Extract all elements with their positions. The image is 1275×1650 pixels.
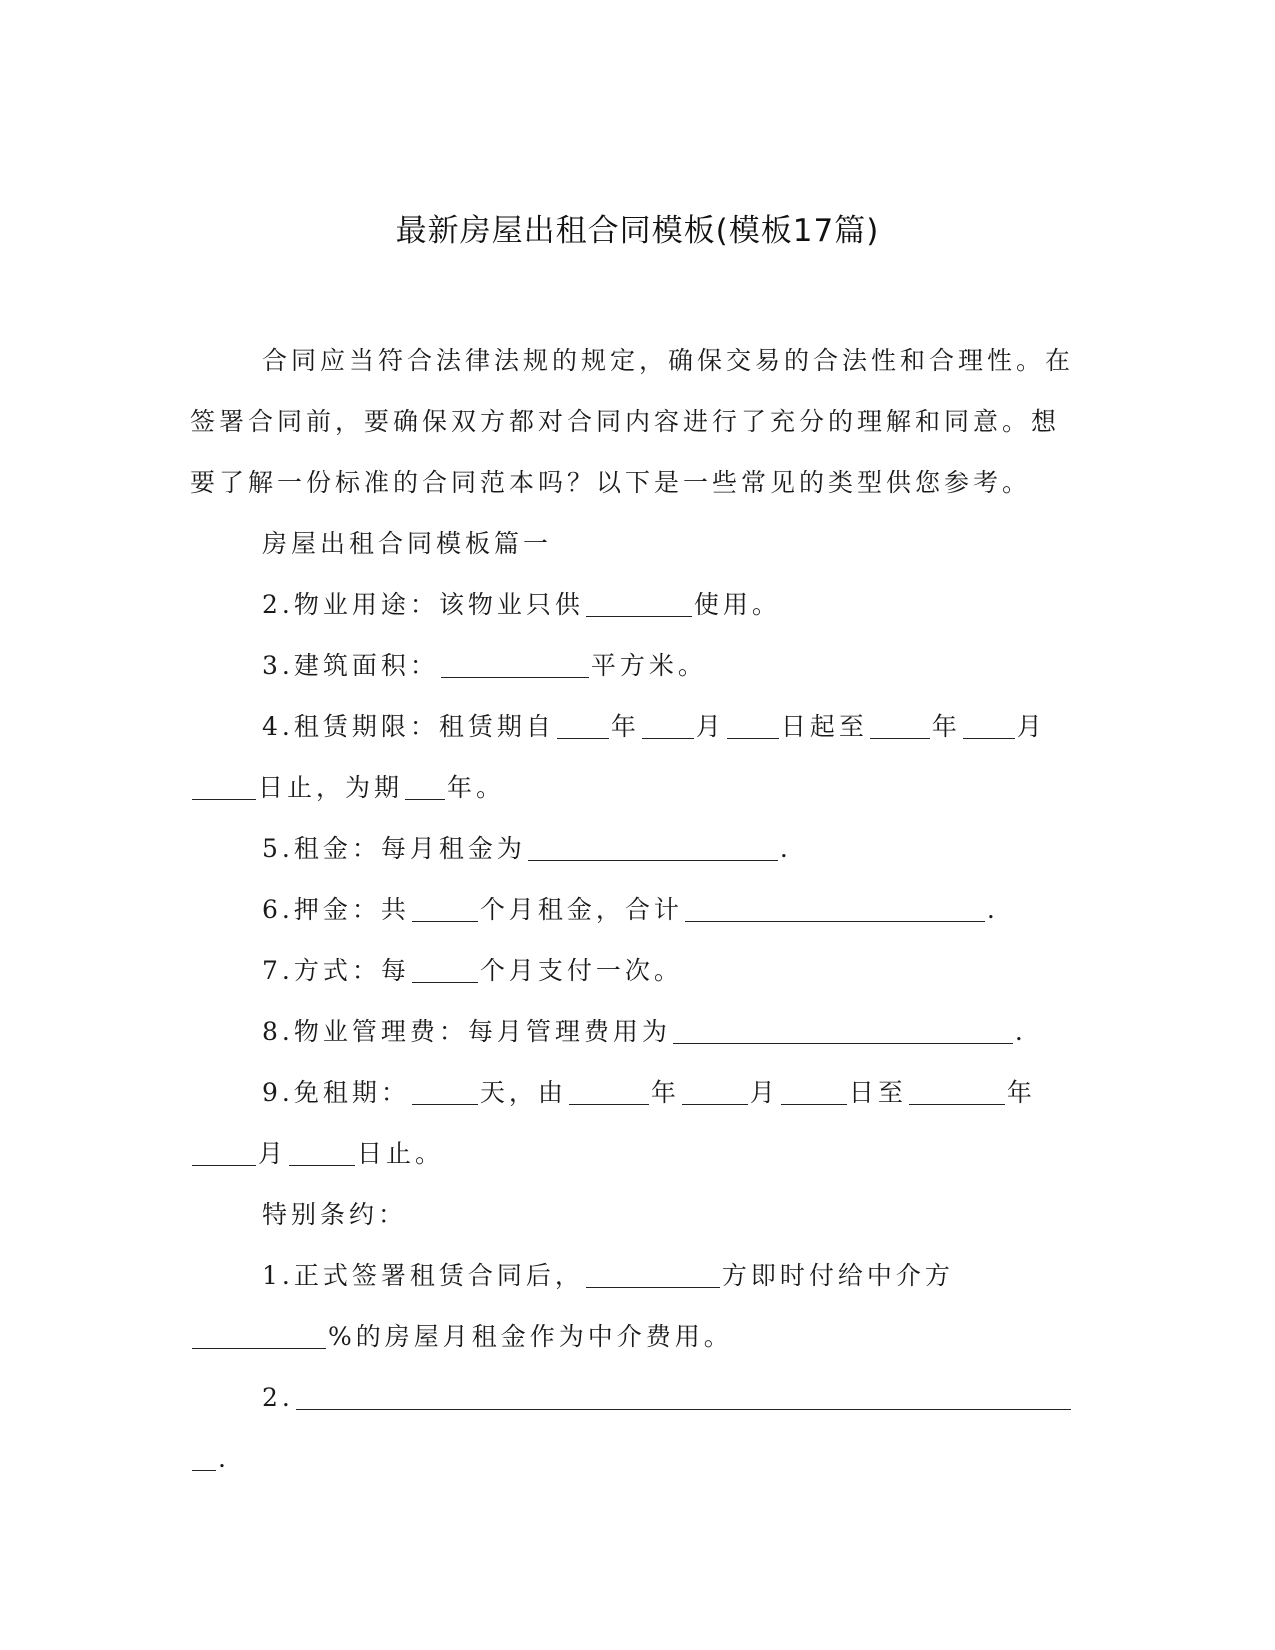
clause-text: .	[986, 895, 999, 924]
fill-blank[interactable]	[673, 1017, 1013, 1044]
clause-text: 方即时付给中介方	[721, 1261, 954, 1290]
clause-text: %的房屋月租金作为中介费用。	[328, 1322, 733, 1351]
clause-text: 8.物业管理费：每月管理费用为	[262, 1017, 671, 1046]
section-heading: 房屋出租合同模板篇一	[262, 529, 553, 558]
clause-text: 个月租金，合计	[479, 895, 683, 924]
clause-area	[190, 635, 1085, 696]
clause-text: 6.押金：共	[262, 895, 410, 924]
intro-line: 合同应当符合法律法规的规定，确保交易的合法性和合理性。在	[262, 346, 1075, 375]
fill-blank[interactable]	[412, 1078, 478, 1105]
clause-text: 天，由	[479, 1078, 567, 1107]
special-heading: 特别条约：	[262, 1200, 408, 1229]
clause-text: .	[779, 834, 792, 863]
clause-management-fee	[190, 1001, 1085, 1062]
clause-text: 月	[1016, 712, 1046, 741]
special-clause-2	[190, 1367, 1085, 1428]
clause-text: 月	[695, 712, 725, 741]
clause-text: 7.方式：每	[262, 956, 410, 985]
fill-blank[interactable]	[192, 773, 256, 800]
clause-payment	[190, 940, 1085, 1001]
fill-blank[interactable]	[528, 834, 778, 861]
fill-blank[interactable]	[192, 1139, 256, 1166]
special-clause-2-cont	[190, 1428, 1085, 1489]
fill-blank[interactable]	[642, 712, 694, 739]
clause-text: 2.	[262, 1383, 294, 1412]
fill-blank[interactable]	[296, 1383, 1071, 1410]
clause-text: 年。	[447, 773, 506, 802]
special-clause-1	[190, 1245, 1085, 1306]
special-clause-1-cont	[190, 1306, 1085, 1367]
fill-blank[interactable]	[557, 712, 609, 739]
fill-blank[interactable]	[569, 1078, 649, 1105]
fill-blank[interactable]	[192, 1322, 326, 1349]
clause-term-cont	[190, 757, 1085, 818]
document-title: 最新房屋出租合同模板(模板17篇)	[395, 213, 880, 249]
clause-rent-free	[190, 1062, 1085, 1123]
intro-line: 签署合同前，要确保双方都对合同内容进行了充分的理解和同意。想	[190, 407, 1061, 436]
clause-text: 日止，为期	[258, 773, 404, 802]
clause-text: 日止。	[357, 1139, 445, 1168]
clause-deposit	[190, 879, 1085, 940]
fill-blank[interactable]	[441, 651, 589, 678]
clause-text: 1.正式签署租赁合同后，	[262, 1261, 584, 1290]
fill-blank[interactable]	[963, 712, 1015, 739]
clause-use	[190, 574, 1085, 635]
clause-text: 日起至	[780, 712, 868, 741]
fill-blank[interactable]	[586, 590, 692, 617]
fill-blank[interactable]	[781, 1078, 847, 1105]
clause-text: 月	[749, 1078, 779, 1107]
fill-blank[interactable]	[412, 956, 478, 983]
fill-blank[interactable]	[727, 712, 779, 739]
fill-blank[interactable]	[412, 895, 478, 922]
intro-line: 要了解一份标准的合同范本吗？以下是一些常见的类型供您参考。	[190, 468, 1032, 497]
document-body	[190, 330, 1085, 1489]
clause-text: 个月支付一次。	[479, 956, 683, 985]
clause-text: 年	[610, 712, 640, 741]
clause-rent-free-cont	[190, 1123, 1085, 1184]
fill-blank[interactable]	[682, 1078, 748, 1105]
fill-blank[interactable]	[870, 712, 930, 739]
clause-text: 5.租金：每月租金为	[262, 834, 526, 863]
clause-term	[190, 696, 1085, 757]
fill-blank[interactable]	[685, 895, 985, 922]
clause-text: 9.免租期：	[262, 1078, 410, 1107]
clause-text: 月	[258, 1139, 288, 1168]
fill-blank[interactable]	[192, 1444, 216, 1471]
clause-text: .	[218, 1444, 230, 1473]
fill-blank[interactable]	[586, 1261, 720, 1288]
clause-text: 年	[1006, 1078, 1036, 1107]
clause-text: 2.物业用途：该物业只供	[262, 590, 584, 619]
clause-text: .	[1014, 1017, 1027, 1046]
clause-rent	[190, 818, 1085, 879]
clause-text: 年	[931, 712, 961, 741]
clause-text: 使用。	[693, 590, 781, 619]
clause-text: 平方米。	[590, 651, 707, 680]
fill-blank[interactable]	[909, 1078, 1005, 1105]
clause-text: 年	[650, 1078, 680, 1107]
clause-text: 日至	[848, 1078, 907, 1107]
clause-text: 4.租赁期限：租赁期自	[262, 712, 555, 741]
fill-blank[interactable]	[405, 773, 445, 800]
fill-blank[interactable]	[289, 1139, 355, 1166]
clause-text: 3.建筑面积：	[262, 651, 439, 680]
